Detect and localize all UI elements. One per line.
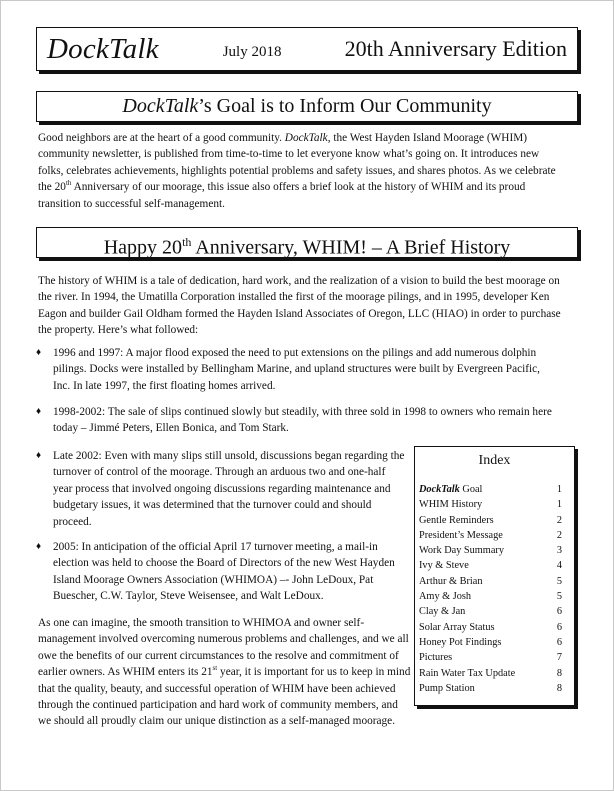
index-entry-page: 2 — [556, 514, 562, 526]
index-entry-page: 2 — [556, 529, 562, 541]
index-entry-page: 6 — [556, 636, 562, 648]
index-entry-label: Pump Station — [419, 682, 475, 694]
index-entry-label: Amy & Josh — [419, 591, 472, 603]
closing-text-sup: st — [212, 664, 218, 673]
goal-text-sup: th — [65, 179, 72, 188]
index-entry-label: Gentle Reminders — [419, 514, 494, 526]
index-entry-label: WHIM History — [419, 499, 483, 511]
goal-text-3: Anniversary of our moorage, this issue also offers a brief look at the history of WHIM and its proud transition to successful self-management. — [38, 181, 526, 210]
index-entry-page: 8 — [556, 667, 562, 679]
index-entry — [415, 604, 574, 619]
history-heading-b: Anniversary, WHIM! – A Brief History — [191, 236, 511, 259]
goal-text-2: , the West Hayden Island Moorage (WHIM) community newsletter, is published from time-to-time to let everyone know what’s going on. It introduces new folks, celebrates achievements, highlights potential problems and safety issues, and shares photos. As we celebrate the 20 — [38, 132, 556, 194]
index-entry — [415, 543, 574, 558]
goal-heading-em: DockTalk — [122, 95, 199, 117]
goal-heading-rest: ’s Goal is to Inform Our Community — [198, 95, 492, 117]
index-entry-page: 5 — [556, 591, 562, 603]
index-entry-label: Work Day Summary — [419, 545, 504, 557]
history-heading — [36, 227, 578, 258]
index-entry-label: President’s Message — [419, 529, 503, 541]
index-entry — [415, 558, 574, 573]
goal-heading — [36, 91, 578, 122]
index-entry — [415, 620, 574, 635]
index-entry-label: Ivy & Steve — [419, 560, 469, 572]
index-entry — [415, 528, 574, 543]
index-box — [414, 446, 575, 706]
index-entry-page: 5 — [556, 575, 562, 587]
history-intro: The history of WHIM is a tale of dedication, hard work, and the realization of a vision to build the best moorage on the river. In 1994, the Umatilla Corporation installed the first of the moorage pilings, and in 1995, developer Ken Eagon and builder Gail Oldham formed the Hayden Island Associates of Oregon, LLC (HIAO) in order to purchase the property. Here’s what followed: — [38, 275, 561, 337]
timeline-item: ♦ Late 2002: Even with many slips still unsold, discussions began regarding the turnover of control of the moorage. Through an arduous two and one-half year process that involved ongoing discussions regarding maintenance and budgetary issues, it was determined that the turnover could and should proceed. — [36, 448, 407, 530]
index-entry-label: Solar Array Status — [419, 621, 495, 633]
goal-text-em: DockTalk — [284, 132, 328, 144]
index-title: Index — [478, 453, 511, 468]
index-entry — [415, 574, 574, 589]
masthead — [36, 27, 578, 71]
edition-label: 20th Anniversary Edition — [344, 36, 567, 61]
index-entry — [415, 681, 574, 696]
history-closing — [38, 615, 412, 730]
goal-paragraph — [38, 130, 566, 212]
index-entry-label: Pictures — [419, 652, 453, 664]
index-entry-page: 1 — [556, 499, 562, 511]
history-heading-a: Happy 20 — [103, 236, 183, 259]
index-entry — [415, 482, 574, 497]
index-entry — [415, 666, 574, 681]
index-entry-page: 3 — [556, 545, 562, 557]
index-entry-page: 8 — [556, 682, 562, 694]
index-entry-label: Clay & Jan — [419, 606, 466, 618]
newsletter-title: DockTalk — [47, 32, 159, 65]
goal-text-1: Good neighbors are at the heart of a good community. — [38, 132, 285, 144]
index-entry-em: DockTalk — [419, 484, 460, 495]
index-entry-page: 4 — [556, 560, 562, 572]
index-entry — [415, 635, 574, 650]
timeline-item: ♦ 1998-2002: The sale of slips continued slowly but steadily, with three sold in 1998 to owners who remain here today – Jimmé Peters, Ellen Bonica, and Tom Stark. — [36, 404, 563, 437]
timeline-item: ♦ 1996 and 1997: A major flood exposed the need to put extensions on the pilings and add numerous dolphin pilings. Docks were installed by Bellingham Marine, and upland structures were built by Evergreen Pacific, Inc. In late 1997, the first floating homes arrived. — [36, 345, 553, 394]
index-entry-page: 6 — [556, 621, 562, 633]
index-entry — [415, 513, 574, 528]
index-entry — [415, 497, 574, 512]
index-entry-page: 1 — [556, 484, 562, 495]
index-entry-label: Goal — [459, 484, 483, 495]
index-entry-label: Arthur & Brian — [419, 575, 483, 587]
index-entry-page: 7 — [556, 652, 562, 664]
index-entry-label: Honey Pot Findings — [419, 636, 502, 648]
index-entry-page: 6 — [556, 606, 562, 618]
issue-date: July 2018 — [222, 43, 282, 60]
index-entry — [415, 589, 574, 604]
index-entry — [415, 650, 574, 665]
closing-text-a: As one can imagine, the smooth transition to WHIMOA and owner self-management involved overcoming numerous problems and challenges, and we all owe the benefits of our current circumstances to the resolve and commitment of earlier owners. As WHIM enters its 21 — [38, 617, 409, 679]
timeline-item: ♦ 2005: In anticipation of the official April 17 turnover meeting, a mail-in election was held to choose the Board of Directors of the new West Hayden Island Moorage Owners Association (WHIMOA) –- John LeDoux, Pat Buescher, C.W. Taylor, Steve Weisensee, and Walt LeDoux. — [36, 539, 407, 605]
index-entry-label: Rain Water Tax Update — [419, 667, 516, 679]
closing-text-b: year, it is important for us to keep in mind that the quality, beauty, and successful operation of WHIM have been achieved through the continued participation and hard work of community members, and we should all proudly claim our unique distinction as a self-managed moorage. — [38, 666, 411, 728]
history-heading-sup: th — [182, 235, 192, 249]
